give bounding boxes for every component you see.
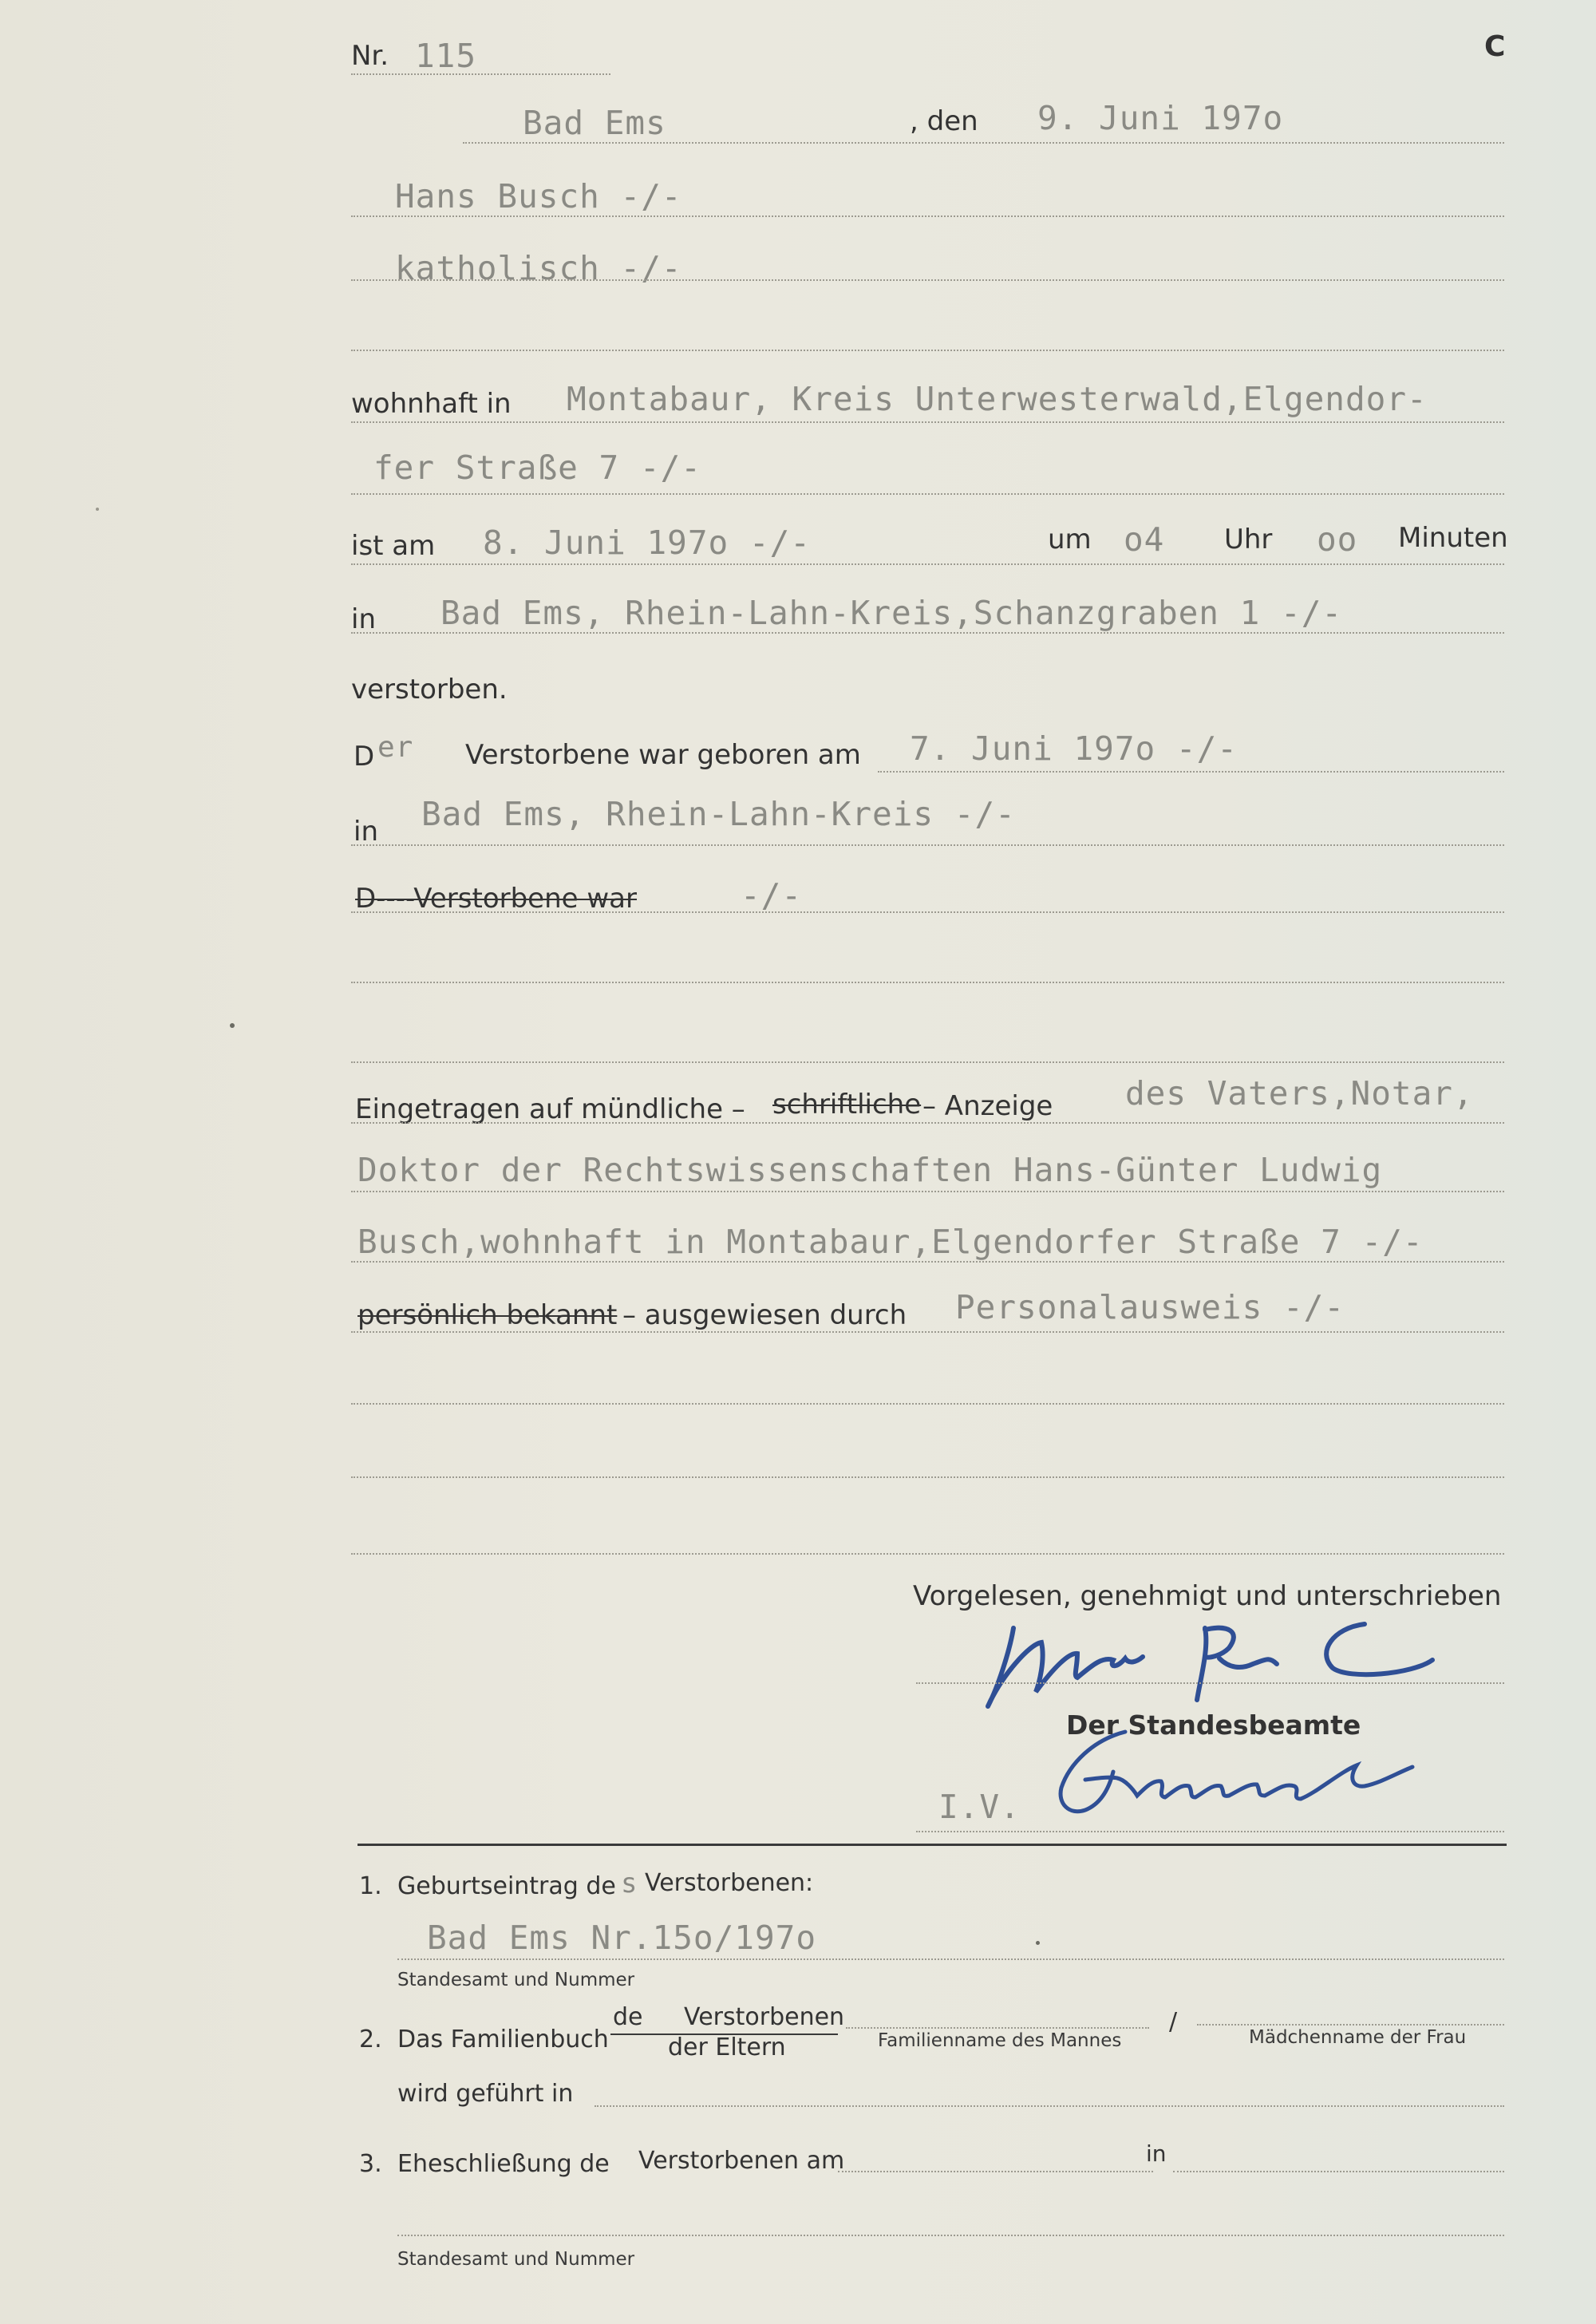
nr-label: Nr. xyxy=(351,40,389,72)
death-hour: o4 xyxy=(1124,520,1165,559)
official-signature xyxy=(1037,1716,1420,1828)
verstorben-label: verstorben. xyxy=(351,674,508,706)
item1-label-a: Geburtseintrag de xyxy=(397,1872,616,1900)
corner-letter: C xyxy=(1484,30,1506,63)
residence-line-2: fer Straße 7 -/- xyxy=(373,449,701,487)
item3-caption: Standesamt und Nummer xyxy=(397,2249,635,2270)
residence-label: wohnhaft in xyxy=(351,388,512,420)
death-place-label: in xyxy=(351,603,376,635)
iv-label: I.V. xyxy=(938,1788,1021,1826)
item3-label: Eheschließung de xyxy=(397,2150,610,2178)
registry-date: 9. Juni 197o xyxy=(1037,99,1284,137)
item3-num: 3. xyxy=(359,2150,382,2178)
item2-option-deceased: Verstorbenen xyxy=(684,2003,845,2031)
closing-text: Vorgelesen, genehmigt und unterschrieben xyxy=(913,1580,1502,1612)
item2-option-parents: der Eltern xyxy=(668,2034,786,2061)
item1-s: s xyxy=(621,1868,638,1899)
deceased-name: Hans Busch -/- xyxy=(395,177,682,215)
report-label-a: Eingetragen auf mündliche – xyxy=(355,1093,745,1125)
report-line-3: Busch,wohnhaft in Montabaur,Elgendorfer Straße 7 -/- xyxy=(358,1223,1424,1261)
um-label: um xyxy=(1048,524,1092,555)
item1-label-b: Verstorbenen: xyxy=(645,1869,814,1897)
item2-kept-label: wird geführt in xyxy=(397,2080,574,2108)
birth-place: Bad Ems, Rhein-Lahn-Kreis -/- xyxy=(421,795,1016,833)
death-date-label: ist am xyxy=(351,530,436,562)
minuten-label: Minuten xyxy=(1398,522,1508,554)
birth-prefix-er: er xyxy=(377,731,414,764)
birth-date: 7. Juni 197o -/- xyxy=(910,729,1238,768)
report-label-b: – Anzeige xyxy=(922,1090,1053,1122)
item1-value: Bad Ems Nr.15o/197o xyxy=(427,1919,816,1957)
den-label: , den xyxy=(910,105,978,137)
item2-de: de xyxy=(613,2003,643,2031)
item1-caption: Standesamt und Nummer xyxy=(397,1970,635,1990)
nr-value: 115 xyxy=(415,37,477,75)
deceased-religion: katholisch -/- xyxy=(395,249,682,287)
informant-signature xyxy=(966,1612,1444,1716)
item3-value: Verstorbenen am xyxy=(638,2147,845,2175)
birth-place-label: in xyxy=(354,816,378,848)
item1-num: 1. xyxy=(359,1872,382,1900)
item2-slash: / xyxy=(1169,2008,1178,2036)
married-struck-label: D----Verstorbene war xyxy=(355,883,637,915)
item2-caption-husband: Familienname des Mannes xyxy=(878,2030,1122,2051)
birth-prefix-d: D xyxy=(354,741,375,773)
item2-label: Das Familienbuch xyxy=(397,2026,609,2053)
death-date: 8. Juni 197o -/- xyxy=(483,524,811,562)
married-value: -/- xyxy=(741,876,803,915)
report-line-1: des Vaters,Notar, xyxy=(1125,1074,1474,1113)
item2-caption-wife: Mädchenname der Frau xyxy=(1249,2027,1467,2048)
death-place: Bad Ems, Rhein-Lahn-Kreis,Schanzgraben 1 -/- xyxy=(440,594,1343,632)
item2-num: 2. xyxy=(359,2026,382,2053)
report-line-2: Doktor der Rechtswissenschaften Hans-Günter Ludwig xyxy=(358,1151,1383,1189)
report-struck-written: schriftliche xyxy=(772,1089,922,1120)
birth-label: Verstorbene war geboren am xyxy=(465,739,861,771)
id-value: Personalausweis -/- xyxy=(955,1288,1345,1326)
item3-in: in xyxy=(1146,2140,1167,2167)
id-label: – ausgewiesen durch xyxy=(622,1299,907,1331)
official-title: Der Standesbeamte xyxy=(1066,1709,1361,1741)
registry-place: Bad Ems xyxy=(523,104,666,142)
uhr-label: Uhr xyxy=(1224,524,1273,555)
residence-line-1: Montabaur, Kreis Unterwesterwald,Elgendor- xyxy=(567,380,1428,418)
death-minutes: oo xyxy=(1317,520,1358,559)
known-struck-label: persönlich bekannt xyxy=(358,1299,618,1331)
